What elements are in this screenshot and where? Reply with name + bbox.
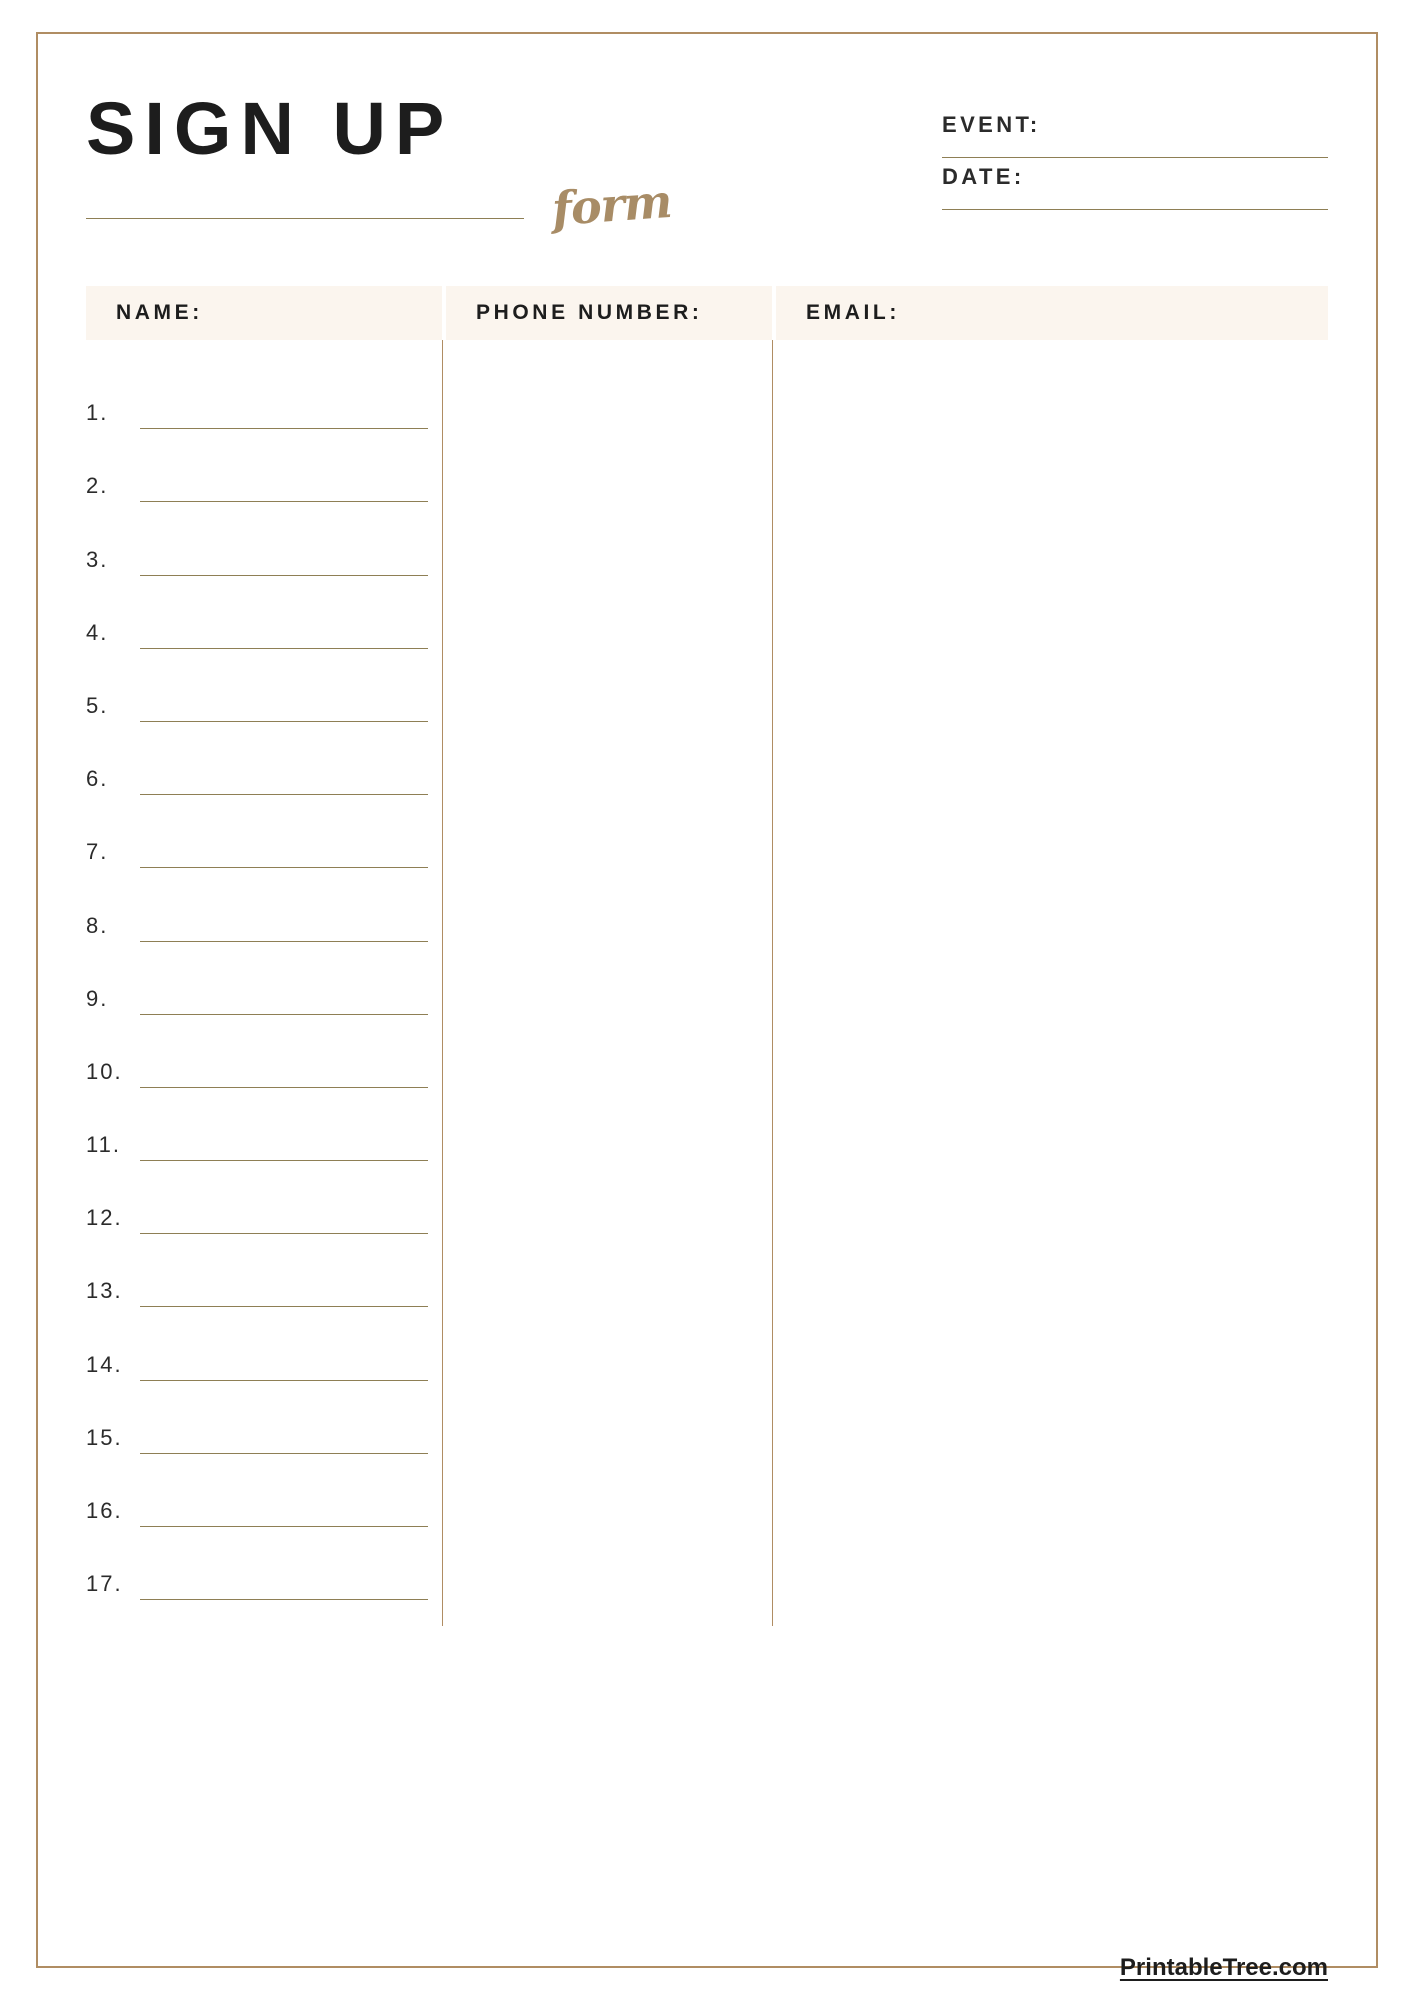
row-number: 1. [86, 400, 109, 426]
row-number: 12. [86, 1205, 123, 1231]
title-underline [86, 218, 524, 219]
name-input-line[interactable] [140, 1087, 428, 1088]
table-row [86, 512, 1328, 585]
name-cell[interactable] [86, 912, 428, 942]
table-row [86, 439, 1328, 512]
site-credit-link[interactable]: PrintableTree.com [1119, 1954, 1328, 1981]
row-number: 10. [86, 1058, 123, 1084]
row-number: 16. [86, 1498, 123, 1523]
table-row [86, 1317, 1328, 1390]
name-cell[interactable] [86, 546, 428, 576]
name-cell[interactable] [86, 985, 428, 1015]
date-label: DATE: [942, 164, 1025, 189]
row-number: 3. [86, 546, 109, 572]
name-input-line[interactable] [140, 1453, 428, 1454]
name-input-line[interactable] [140, 941, 428, 942]
name-cell[interactable] [86, 1280, 428, 1307]
row-number: 2. [86, 473, 109, 499]
date-input[interactable] [942, 209, 1328, 210]
row-number: 6. [86, 766, 109, 792]
name-cell[interactable] [86, 1424, 428, 1454]
row-number: 5. [86, 692, 109, 718]
table-row [86, 952, 1328, 1025]
table-row [86, 659, 1328, 732]
row-number: 14. [86, 1351, 123, 1377]
name-cell[interactable] [86, 692, 428, 722]
name-cell[interactable] [86, 619, 428, 649]
name-input-line[interactable] [140, 794, 428, 795]
name-input-line[interactable] [140, 1599, 428, 1600]
name-input-line[interactable] [140, 721, 428, 722]
name-input-line[interactable] [140, 1160, 428, 1161]
table-row [86, 1391, 1328, 1464]
name-input-line[interactable] [140, 428, 428, 429]
name-input-line[interactable] [140, 1233, 428, 1234]
name-cell[interactable] [86, 475, 428, 502]
column-header-name: NAME: [86, 286, 442, 340]
name-input-line[interactable] [140, 1014, 428, 1015]
table-row [86, 1537, 1328, 1610]
row-number: 8. [86, 912, 109, 938]
row-number: 11. [86, 1132, 121, 1158]
form-script-word: form [550, 173, 674, 237]
row-number: 15. [86, 1424, 123, 1450]
name-cell[interactable] [86, 1500, 428, 1527]
table-row [86, 366, 1328, 439]
row-number: 9. [86, 985, 109, 1011]
row-number: 4. [86, 619, 109, 645]
row-number: 7. [86, 839, 109, 865]
table-body [86, 366, 1328, 1612]
title-block [86, 87, 806, 219]
table-row [86, 1244, 1328, 1317]
table-row [86, 878, 1328, 951]
date-row [942, 164, 1328, 216]
page-content [86, 86, 1328, 1940]
row-number: 17. [86, 1571, 123, 1597]
name-input-line[interactable] [140, 648, 428, 649]
table-row [86, 1025, 1328, 1098]
name-input-line[interactable] [140, 1380, 428, 1381]
name-cell[interactable] [86, 402, 428, 429]
event-input[interactable] [942, 157, 1328, 158]
table-row [86, 1171, 1328, 1244]
table-row [86, 1464, 1328, 1537]
name-cell[interactable] [86, 841, 428, 868]
meta-block [942, 112, 1328, 216]
name-cell[interactable] [86, 1573, 428, 1600]
table-row [86, 805, 1328, 878]
form-header [86, 86, 1328, 276]
name-cell[interactable] [86, 768, 428, 795]
name-input-line[interactable] [140, 867, 428, 868]
column-header-phone: PHONE NUMBER: [446, 286, 772, 340]
name-cell[interactable] [86, 1207, 428, 1234]
table-row [86, 732, 1328, 805]
event-label: EVENT: [942, 112, 1041, 137]
name-input-line[interactable] [140, 575, 428, 576]
column-header-email: EMAIL: [776, 286, 1328, 340]
page-title: SIGN UP [86, 87, 454, 170]
name-input-line[interactable] [140, 501, 428, 502]
name-input-line[interactable] [140, 1526, 428, 1527]
table-header-row [86, 286, 1328, 340]
name-input-line[interactable] [140, 1306, 428, 1307]
row-number: 13. [86, 1278, 123, 1304]
name-cell[interactable] [86, 1058, 428, 1088]
event-row [942, 112, 1328, 164]
table-row [86, 586, 1328, 659]
name-cell[interactable] [86, 1351, 428, 1381]
table-row [86, 1098, 1328, 1171]
name-cell[interactable] [86, 1134, 428, 1161]
